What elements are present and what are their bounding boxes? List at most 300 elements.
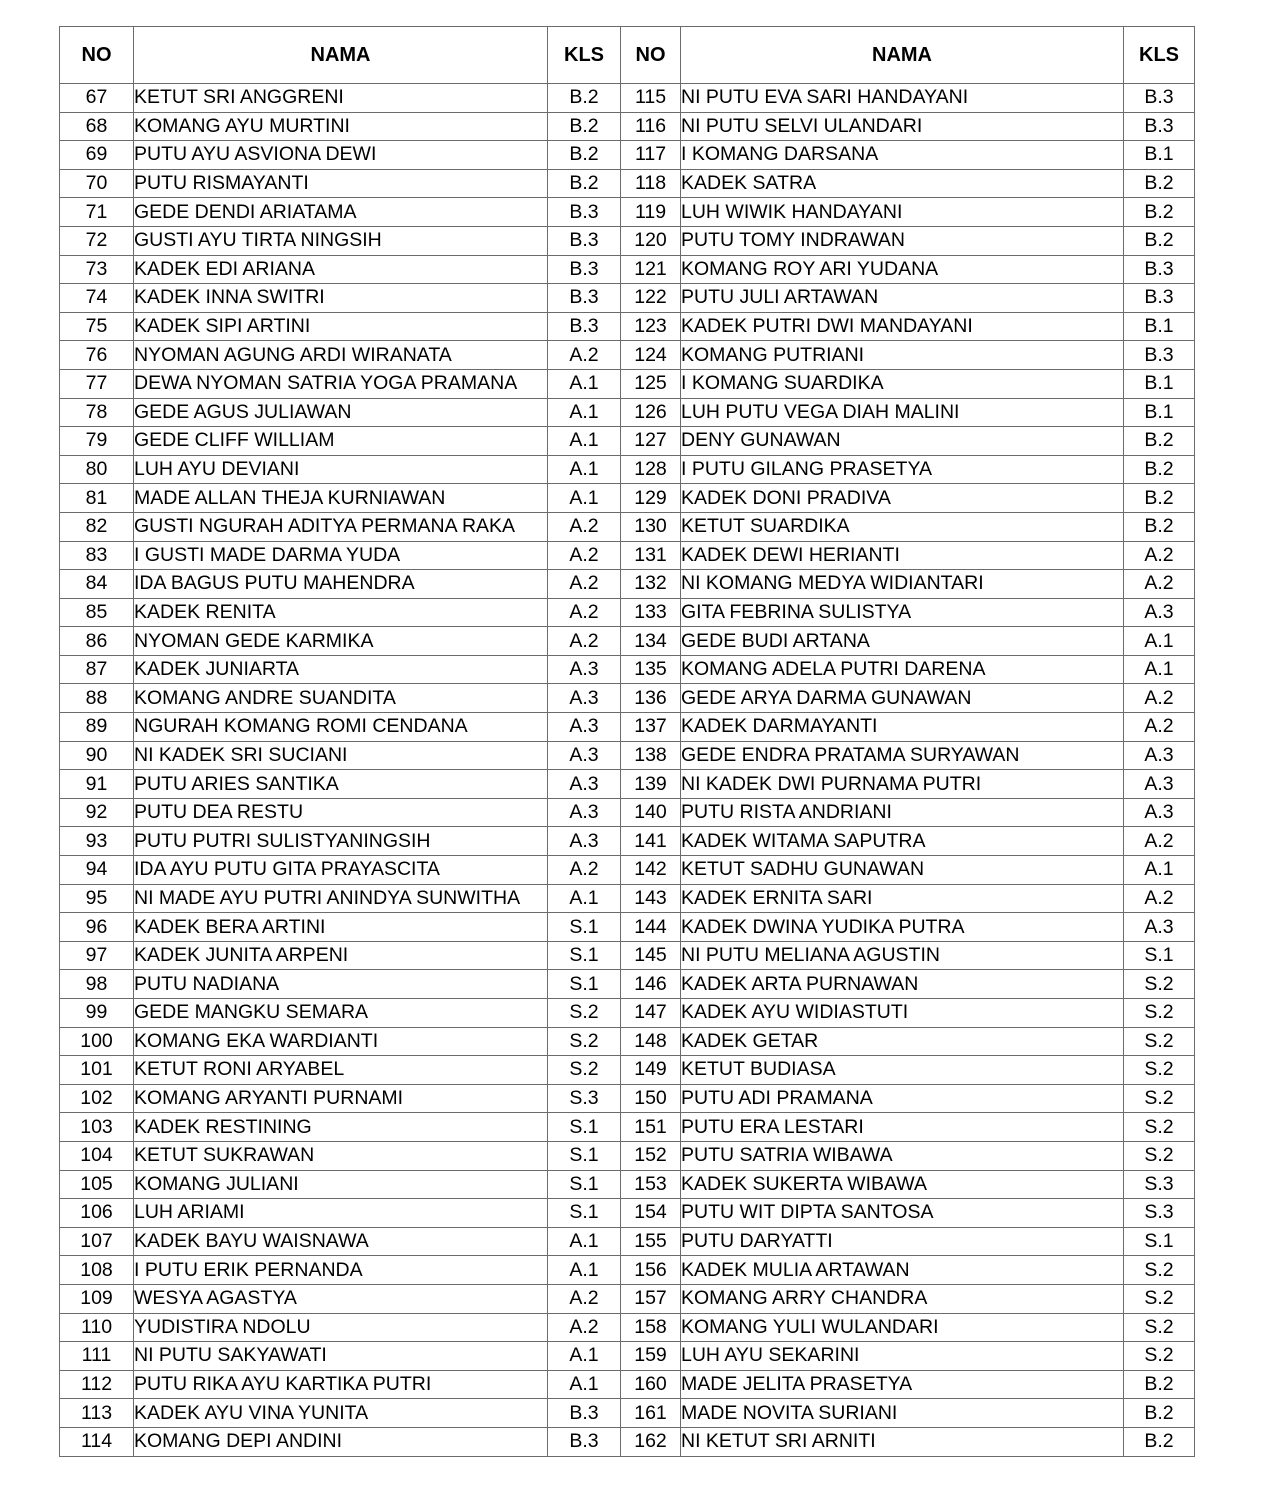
student-number-right: 138	[621, 741, 681, 770]
student-class-left: B.3	[548, 255, 621, 284]
student-number-left: 88	[60, 684, 134, 713]
table-row	[60, 713, 1195, 742]
table-row	[60, 999, 1195, 1028]
student-number-right: 140	[621, 798, 681, 827]
table-row	[60, 341, 1195, 370]
student-name-left: KADEK RESTINING	[134, 1113, 548, 1142]
student-number-right: 118	[621, 169, 681, 198]
student-name-left: NI PUTU SAKYAWATI	[134, 1342, 548, 1371]
student-name-right: PUTU RISTA ANDRIANI	[681, 798, 1124, 827]
student-name-right: NI KADEK DWI PURNAMA PUTRI	[681, 770, 1124, 799]
student-name-left: NI KADEK SRI SUCIANI	[134, 741, 548, 770]
student-name-right: KOMANG ADELA PUTRI DARENA	[681, 655, 1124, 684]
student-class-right: S.3	[1124, 1199, 1195, 1228]
student-name-left: GEDE MANGKU SEMARA	[134, 999, 548, 1028]
student-class-left: S.1	[548, 970, 621, 999]
student-class-right: S.2	[1124, 1256, 1195, 1285]
student-class-left: B.3	[548, 1427, 621, 1456]
student-name-left: NYOMAN AGUNG ARDI WIRANATA	[134, 341, 548, 370]
student-name-left: KOMANG DEPI ANDINI	[134, 1427, 548, 1456]
student-number-left: 105	[60, 1170, 134, 1199]
student-class-left: A.1	[548, 1256, 621, 1285]
student-number-left: 74	[60, 284, 134, 313]
student-name-right: KADEK AYU WIDIASTUTI	[681, 999, 1124, 1028]
table-row	[60, 512, 1195, 541]
student-number-right: 139	[621, 770, 681, 799]
table-row	[60, 1313, 1195, 1342]
student-name-left: GEDE CLIFF WILLIAM	[134, 427, 548, 456]
student-number-left: 110	[60, 1313, 134, 1342]
table-row	[60, 255, 1195, 284]
student-name-left: KETUT SRI ANGGRENI	[134, 84, 548, 113]
header-row	[60, 27, 1195, 84]
student-number-left: 112	[60, 1370, 134, 1399]
student-name-left: NYOMAN GEDE KARMIKA	[134, 627, 548, 656]
table-row	[60, 970, 1195, 999]
student-name-left: KOMANG JULIANI	[134, 1170, 548, 1199]
student-number-left: 113	[60, 1399, 134, 1428]
student-name-right: KETUT SADHU GUNAWAN	[681, 856, 1124, 885]
student-number-left: 69	[60, 141, 134, 170]
student-class-left: A.2	[548, 598, 621, 627]
student-number-left: 103	[60, 1113, 134, 1142]
table-row	[60, 1427, 1195, 1456]
student-number-left: 99	[60, 999, 134, 1028]
student-name-right: GITA FEBRINA SULISTYA	[681, 598, 1124, 627]
student-name-left: YUDISTIRA NDOLU	[134, 1313, 548, 1342]
student-number-left: 85	[60, 598, 134, 627]
student-number-left: 101	[60, 1056, 134, 1085]
table-row	[60, 598, 1195, 627]
student-class-right: B.2	[1124, 169, 1195, 198]
student-class-left: S.1	[548, 1141, 621, 1170]
student-number-right: 144	[621, 913, 681, 942]
student-number-right: 162	[621, 1427, 681, 1456]
student-class-right: B.2	[1124, 198, 1195, 227]
student-class-right: S.2	[1124, 1313, 1195, 1342]
student-class-left: B.2	[548, 84, 621, 113]
table-header	[60, 27, 1195, 84]
student-class-left: S.2	[548, 1027, 621, 1056]
student-number-left: 83	[60, 541, 134, 570]
student-class-right: S.2	[1124, 970, 1195, 999]
student-number-right: 148	[621, 1027, 681, 1056]
table-row	[60, 112, 1195, 141]
student-class-left: A.2	[548, 570, 621, 599]
student-number-left: 111	[60, 1342, 134, 1371]
student-name-right: GEDE ENDRA PRATAMA SURYAWAN	[681, 741, 1124, 770]
student-number-right: 117	[621, 141, 681, 170]
student-name-left: IDA AYU PUTU GITA PRAYASCITA	[134, 856, 548, 885]
student-class-left: B.3	[548, 284, 621, 313]
student-class-left: A.3	[548, 655, 621, 684]
student-number-left: 98	[60, 970, 134, 999]
student-class-right: S.2	[1124, 999, 1195, 1028]
table-row	[60, 941, 1195, 970]
student-class-right: S.1	[1124, 1227, 1195, 1256]
student-class-left: A.1	[548, 1342, 621, 1371]
student-number-right: 124	[621, 341, 681, 370]
student-name-left: KOMANG ARYANTI PURNAMI	[134, 1084, 548, 1113]
student-name-right: PUTU ADI PRAMANA	[681, 1084, 1124, 1113]
student-number-right: 149	[621, 1056, 681, 1085]
student-name-left: LUH ARIAMI	[134, 1199, 548, 1228]
student-class-right: B.3	[1124, 284, 1195, 313]
table-row	[60, 1170, 1195, 1199]
student-number-right: 126	[621, 398, 681, 427]
student-name-left: KOMANG AYU MURTINI	[134, 112, 548, 141]
student-number-right: 160	[621, 1370, 681, 1399]
student-number-right: 150	[621, 1084, 681, 1113]
student-name-left: KETUT SUKRAWAN	[134, 1141, 548, 1170]
table-row	[60, 884, 1195, 913]
table-row	[60, 627, 1195, 656]
student-number-right: 143	[621, 884, 681, 913]
student-number-right: 130	[621, 512, 681, 541]
student-number-left: 90	[60, 741, 134, 770]
student-class-right: B.2	[1124, 512, 1195, 541]
table-row	[60, 198, 1195, 227]
student-name-right: PUTU JULI ARTAWAN	[681, 284, 1124, 313]
student-number-right: 127	[621, 427, 681, 456]
header-name-right: NAMA	[681, 27, 1124, 84]
student-name-right: LUH WIWIK HANDAYANI	[681, 198, 1124, 227]
student-class-right: S.2	[1124, 1084, 1195, 1113]
student-class-right: B.3	[1124, 84, 1195, 113]
header-kls-right: KLS	[1124, 27, 1195, 84]
student-name-left: NGURAH KOMANG ROMI CENDANA	[134, 713, 548, 742]
student-class-left: S.1	[548, 1113, 621, 1142]
student-name-right: KOMANG YULI WULANDARI	[681, 1313, 1124, 1342]
student-number-left: 107	[60, 1227, 134, 1256]
student-class-left: A.1	[548, 398, 621, 427]
student-name-right: I KOMANG DARSANA	[681, 141, 1124, 170]
student-number-left: 91	[60, 770, 134, 799]
student-number-left: 72	[60, 226, 134, 255]
student-name-right: KADEK PUTRI DWI MANDAYANI	[681, 312, 1124, 341]
student-number-left: 79	[60, 427, 134, 456]
header-no-left: NO	[60, 27, 134, 84]
student-name-left: KOMANG EKA WARDIANTI	[134, 1027, 548, 1056]
student-name-right: KOMANG PUTRIANI	[681, 341, 1124, 370]
student-number-right: 129	[621, 484, 681, 513]
student-name-right: I KOMANG SUARDIKA	[681, 369, 1124, 398]
table-row	[60, 427, 1195, 456]
student-class-left: A.3	[548, 798, 621, 827]
table-row	[60, 1084, 1195, 1113]
student-number-right: 132	[621, 570, 681, 599]
student-number-right: 147	[621, 999, 681, 1028]
header-name-left: NAMA	[134, 27, 548, 84]
student-number-right: 153	[621, 1170, 681, 1199]
student-name-right: KADEK DARMAYANTI	[681, 713, 1124, 742]
table-row	[60, 1113, 1195, 1142]
student-class-right: B.3	[1124, 341, 1195, 370]
table-row	[60, 369, 1195, 398]
student-name-right: PUTU SATRIA WIBAWA	[681, 1141, 1124, 1170]
student-name-left: KADEK JUNIARTA	[134, 655, 548, 684]
student-name-right: NI KETUT SRI ARNITI	[681, 1427, 1124, 1456]
student-class-left: A.2	[548, 341, 621, 370]
table-row	[60, 455, 1195, 484]
student-number-right: 161	[621, 1399, 681, 1428]
student-number-left: 96	[60, 913, 134, 942]
student-class-right: A.1	[1124, 627, 1195, 656]
student-class-right: B.1	[1124, 398, 1195, 427]
student-class-left: B.3	[548, 1399, 621, 1428]
student-class-right: B.2	[1124, 1427, 1195, 1456]
student-number-right: 135	[621, 655, 681, 684]
student-name-right: GEDE BUDI ARTANA	[681, 627, 1124, 656]
student-name-left: KADEK RENITA	[134, 598, 548, 627]
student-name-left: KADEK AYU VINA YUNITA	[134, 1399, 548, 1428]
table-row	[60, 312, 1195, 341]
student-class-right: B.2	[1124, 427, 1195, 456]
student-number-left: 102	[60, 1084, 134, 1113]
student-class-left: A.2	[548, 627, 621, 656]
student-class-left: S.1	[548, 1199, 621, 1228]
student-number-right: 157	[621, 1284, 681, 1313]
student-class-left: S.2	[548, 999, 621, 1028]
table-row	[60, 1284, 1195, 1313]
student-number-left: 86	[60, 627, 134, 656]
student-name-right: PUTU TOMY INDRAWAN	[681, 226, 1124, 255]
student-class-left: B.3	[548, 312, 621, 341]
student-name-left: PUTU AYU ASVIONA DEWI	[134, 141, 548, 170]
table-row	[60, 655, 1195, 684]
student-number-right: 133	[621, 598, 681, 627]
student-number-left: 75	[60, 312, 134, 341]
student-name-right: I PUTU GILANG PRASETYA	[681, 455, 1124, 484]
student-name-left: GUSTI NGURAH ADITYA PERMANA RAKA	[134, 512, 548, 541]
student-name-right: KADEK WITAMA SAPUTRA	[681, 827, 1124, 856]
student-class-left: S.1	[548, 941, 621, 970]
student-name-left: I GUSTI MADE DARMA YUDA	[134, 541, 548, 570]
student-number-right: 120	[621, 226, 681, 255]
student-class-left: B.2	[548, 141, 621, 170]
table-row	[60, 1227, 1195, 1256]
student-number-right: 156	[621, 1256, 681, 1285]
student-number-right: 134	[621, 627, 681, 656]
student-number-right: 128	[621, 455, 681, 484]
student-class-right: S.2	[1124, 1342, 1195, 1371]
student-class-right: B.2	[1124, 455, 1195, 484]
student-name-left: GEDE AGUS JULIAWAN	[134, 398, 548, 427]
student-class-right: B.1	[1124, 141, 1195, 170]
student-name-right: KADEK ARTA PURNAWAN	[681, 970, 1124, 999]
student-name-left: KADEK EDI ARIANA	[134, 255, 548, 284]
student-roster-table	[59, 26, 1195, 1457]
student-number-left: 87	[60, 655, 134, 684]
student-name-left: PUTU ARIES SANTIKA	[134, 770, 548, 799]
student-name-right: KADEK GETAR	[681, 1027, 1124, 1056]
student-name-right: KADEK DONI PRADIVA	[681, 484, 1124, 513]
student-class-left: B.2	[548, 169, 621, 198]
student-class-left: S.1	[548, 913, 621, 942]
table-row	[60, 398, 1195, 427]
student-name-left: KADEK BERA ARTINI	[134, 913, 548, 942]
student-name-left: PUTU DEA RESTU	[134, 798, 548, 827]
student-class-right: S.3	[1124, 1170, 1195, 1199]
table-row	[60, 484, 1195, 513]
student-number-left: 89	[60, 713, 134, 742]
student-class-right: A.2	[1124, 713, 1195, 742]
student-name-left: PUTU NADIANA	[134, 970, 548, 999]
student-number-left: 95	[60, 884, 134, 913]
student-class-left: A.3	[548, 684, 621, 713]
student-class-left: A.3	[548, 741, 621, 770]
student-class-right: B.2	[1124, 226, 1195, 255]
student-class-left: B.3	[548, 198, 621, 227]
table-row	[60, 1399, 1195, 1428]
student-name-left: IDA BAGUS PUTU MAHENDRA	[134, 570, 548, 599]
student-class-right: S.2	[1124, 1141, 1195, 1170]
student-number-left: 81	[60, 484, 134, 513]
table-row	[60, 284, 1195, 313]
student-number-left: 109	[60, 1284, 134, 1313]
table-row	[60, 798, 1195, 827]
table-row	[60, 1056, 1195, 1085]
student-name-left: WESYA AGASTYA	[134, 1284, 548, 1313]
student-class-right: B.2	[1124, 1370, 1195, 1399]
student-class-right: A.3	[1124, 741, 1195, 770]
student-number-left: 94	[60, 856, 134, 885]
student-name-left: NI MADE AYU PUTRI ANINDYA SUNWITHA	[134, 884, 548, 913]
student-class-left: A.1	[548, 1227, 621, 1256]
student-name-right: KADEK DWINA YUDIKA PUTRA	[681, 913, 1124, 942]
student-name-right: PUTU DARYATTI	[681, 1227, 1124, 1256]
table-row	[60, 1342, 1195, 1371]
student-name-left: KETUT RONI ARYABEL	[134, 1056, 548, 1085]
student-name-left: MADE ALLAN THEJA KURNIAWAN	[134, 484, 548, 513]
student-number-right: 154	[621, 1199, 681, 1228]
student-class-right: A.3	[1124, 770, 1195, 799]
student-class-right: A.1	[1124, 655, 1195, 684]
student-number-left: 77	[60, 369, 134, 398]
student-class-left: A.2	[548, 1284, 621, 1313]
student-number-right: 158	[621, 1313, 681, 1342]
student-number-right: 146	[621, 970, 681, 999]
student-name-left: GEDE DENDI ARIATAMA	[134, 198, 548, 227]
student-name-right: NI PUTU SELVI ULANDARI	[681, 112, 1124, 141]
student-class-left: A.3	[548, 713, 621, 742]
student-number-right: 141	[621, 827, 681, 856]
student-number-right: 145	[621, 941, 681, 970]
student-class-left: A.2	[548, 512, 621, 541]
student-number-left: 73	[60, 255, 134, 284]
student-name-right: MADE JELITA PRASETYA	[681, 1370, 1124, 1399]
student-name-right: KETUT BUDIASA	[681, 1056, 1124, 1085]
student-number-left: 71	[60, 198, 134, 227]
student-name-right: NI KOMANG MEDYA WIDIANTARI	[681, 570, 1124, 599]
student-class-right: A.3	[1124, 598, 1195, 627]
student-name-right: MADE NOVITA SURIANI	[681, 1399, 1124, 1428]
student-name-right: KETUT SUARDIKA	[681, 512, 1124, 541]
student-name-left: KADEK SIPI ARTINI	[134, 312, 548, 341]
student-class-right: A.2	[1124, 884, 1195, 913]
student-class-left: B.2	[548, 112, 621, 141]
student-name-left: KADEK INNA SWITRI	[134, 284, 548, 313]
student-name-right: DENY GUNAWAN	[681, 427, 1124, 456]
student-number-left: 92	[60, 798, 134, 827]
student-name-right: KADEK SUKERTA WIBAWA	[681, 1170, 1124, 1199]
student-class-left: A.1	[548, 484, 621, 513]
student-class-right: A.2	[1124, 570, 1195, 599]
student-name-right: KOMANG ARRY CHANDRA	[681, 1284, 1124, 1313]
table-row	[60, 827, 1195, 856]
student-number-right: 122	[621, 284, 681, 313]
table-row	[60, 169, 1195, 198]
table-row	[60, 913, 1195, 942]
student-class-right: B.3	[1124, 112, 1195, 141]
student-name-right: KADEK DEWI HERIANTI	[681, 541, 1124, 570]
student-name-left: KADEK JUNITA ARPENI	[134, 941, 548, 970]
student-class-left: A.1	[548, 884, 621, 913]
student-name-left: KADEK BAYU WAISNAWA	[134, 1227, 548, 1256]
student-number-left: 84	[60, 570, 134, 599]
student-name-right: NI PUTU EVA SARI HANDAYANI	[681, 84, 1124, 113]
student-number-right: 116	[621, 112, 681, 141]
student-class-left: A.2	[548, 541, 621, 570]
student-name-left: KOMANG ANDRE SUANDITA	[134, 684, 548, 713]
student-name-left: DEWA NYOMAN SATRIA YOGA PRAMANA	[134, 369, 548, 398]
student-number-left: 97	[60, 941, 134, 970]
table-row	[60, 226, 1195, 255]
student-class-right: A.2	[1124, 541, 1195, 570]
student-class-left: B.3	[548, 226, 621, 255]
student-name-right: LUH AYU SEKARINI	[681, 1342, 1124, 1371]
student-class-left: A.2	[548, 1313, 621, 1342]
student-number-right: 142	[621, 856, 681, 885]
student-name-right: KADEK SATRA	[681, 169, 1124, 198]
student-name-right: GEDE ARYA DARMA GUNAWAN	[681, 684, 1124, 713]
table-body	[60, 84, 1195, 1457]
table-row	[60, 84, 1195, 113]
student-number-left: 82	[60, 512, 134, 541]
student-class-left: S.3	[548, 1084, 621, 1113]
student-number-left: 106	[60, 1199, 134, 1228]
table-row	[60, 1370, 1195, 1399]
table-row	[60, 1027, 1195, 1056]
student-number-left: 104	[60, 1141, 134, 1170]
student-class-left: A.1	[548, 369, 621, 398]
student-class-left: A.1	[548, 427, 621, 456]
student-name-right: NI PUTU MELIANA AGUSTIN	[681, 941, 1124, 970]
student-number-right: 155	[621, 1227, 681, 1256]
table-row	[60, 1141, 1195, 1170]
student-class-right: A.3	[1124, 913, 1195, 942]
student-number-left: 100	[60, 1027, 134, 1056]
student-number-right: 125	[621, 369, 681, 398]
student-class-right: A.3	[1124, 798, 1195, 827]
table-row	[60, 1199, 1195, 1228]
student-number-right: 136	[621, 684, 681, 713]
header-no-right: NO	[621, 27, 681, 84]
student-number-left: 93	[60, 827, 134, 856]
student-class-left: A.1	[548, 455, 621, 484]
student-name-left: LUH AYU DEVIANI	[134, 455, 548, 484]
student-name-right: PUTU WIT DIPTA SANTOSA	[681, 1199, 1124, 1228]
student-class-right: B.2	[1124, 484, 1195, 513]
student-name-right: KOMANG ROY ARI YUDANA	[681, 255, 1124, 284]
student-class-right: A.1	[1124, 856, 1195, 885]
student-name-right: LUH PUTU VEGA DIAH MALINI	[681, 398, 1124, 427]
student-number-left: 70	[60, 169, 134, 198]
student-number-left: 80	[60, 455, 134, 484]
student-class-right: A.2	[1124, 684, 1195, 713]
student-class-left: A.3	[548, 770, 621, 799]
student-number-left: 114	[60, 1427, 134, 1456]
